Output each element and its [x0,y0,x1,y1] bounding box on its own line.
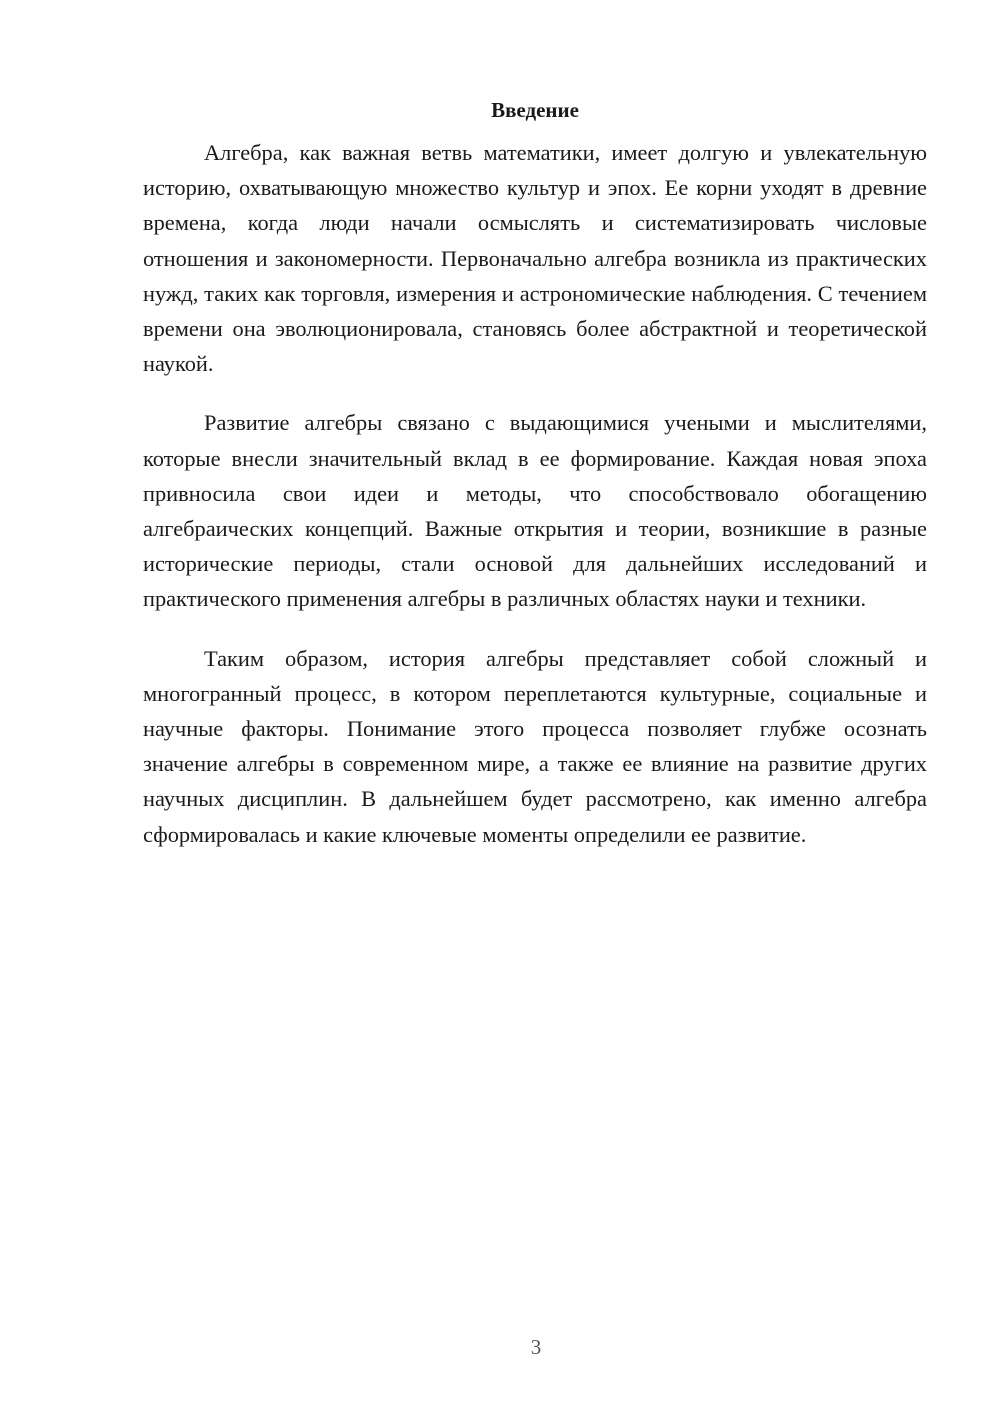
paragraph-1: Алгебра, как важная ветвь математики, имеет долгую и увлекательную историю, охватывающую множество культур и эпох. Ее корни уходят в древние времена, когда люди начали осмыслять и систематизировать числовые отношения и закономерности. Первоначально алгебра возникла из практических нужд, таких как торговля, измерения и астрономические наблюдения. С течением времени она эволюционировала, становясь более абстрактной и теоретической наукой. [143,140,927,377]
page-content [143,93,927,876]
page-number: 3 [530,1335,542,1359]
section-title: Введение [491,98,579,122]
paragraph-2: Развитие алгебры связано с выдающимися учеными и мыслителями, которые внесли значительный вклад в ее формирование. Каждая новая эпоха привносила свои идеи и методы, что способствовало обогащению алгебраических концепций. Важные открытия и теории, возникшие в разные исторические периоды, стали основой для дальнейших исследований и практического применения алгебры в различных областях науки и техники. [143,410,927,612]
paragraph-3: Таким образом, история алгебры представляет собой сложный и многогранный процесс, в котором переплетаются культурные, социальные и научные факторы. Понимание этого процесса позволяет глубже осознать значение алгебры в современном мире, а также ее влияние на развитие других научных дисциплин. В дальнейшем будет рассмотрено, как именно алгебра сформировалась и какие ключевые моменты определили ее развитие. [143,645,927,847]
